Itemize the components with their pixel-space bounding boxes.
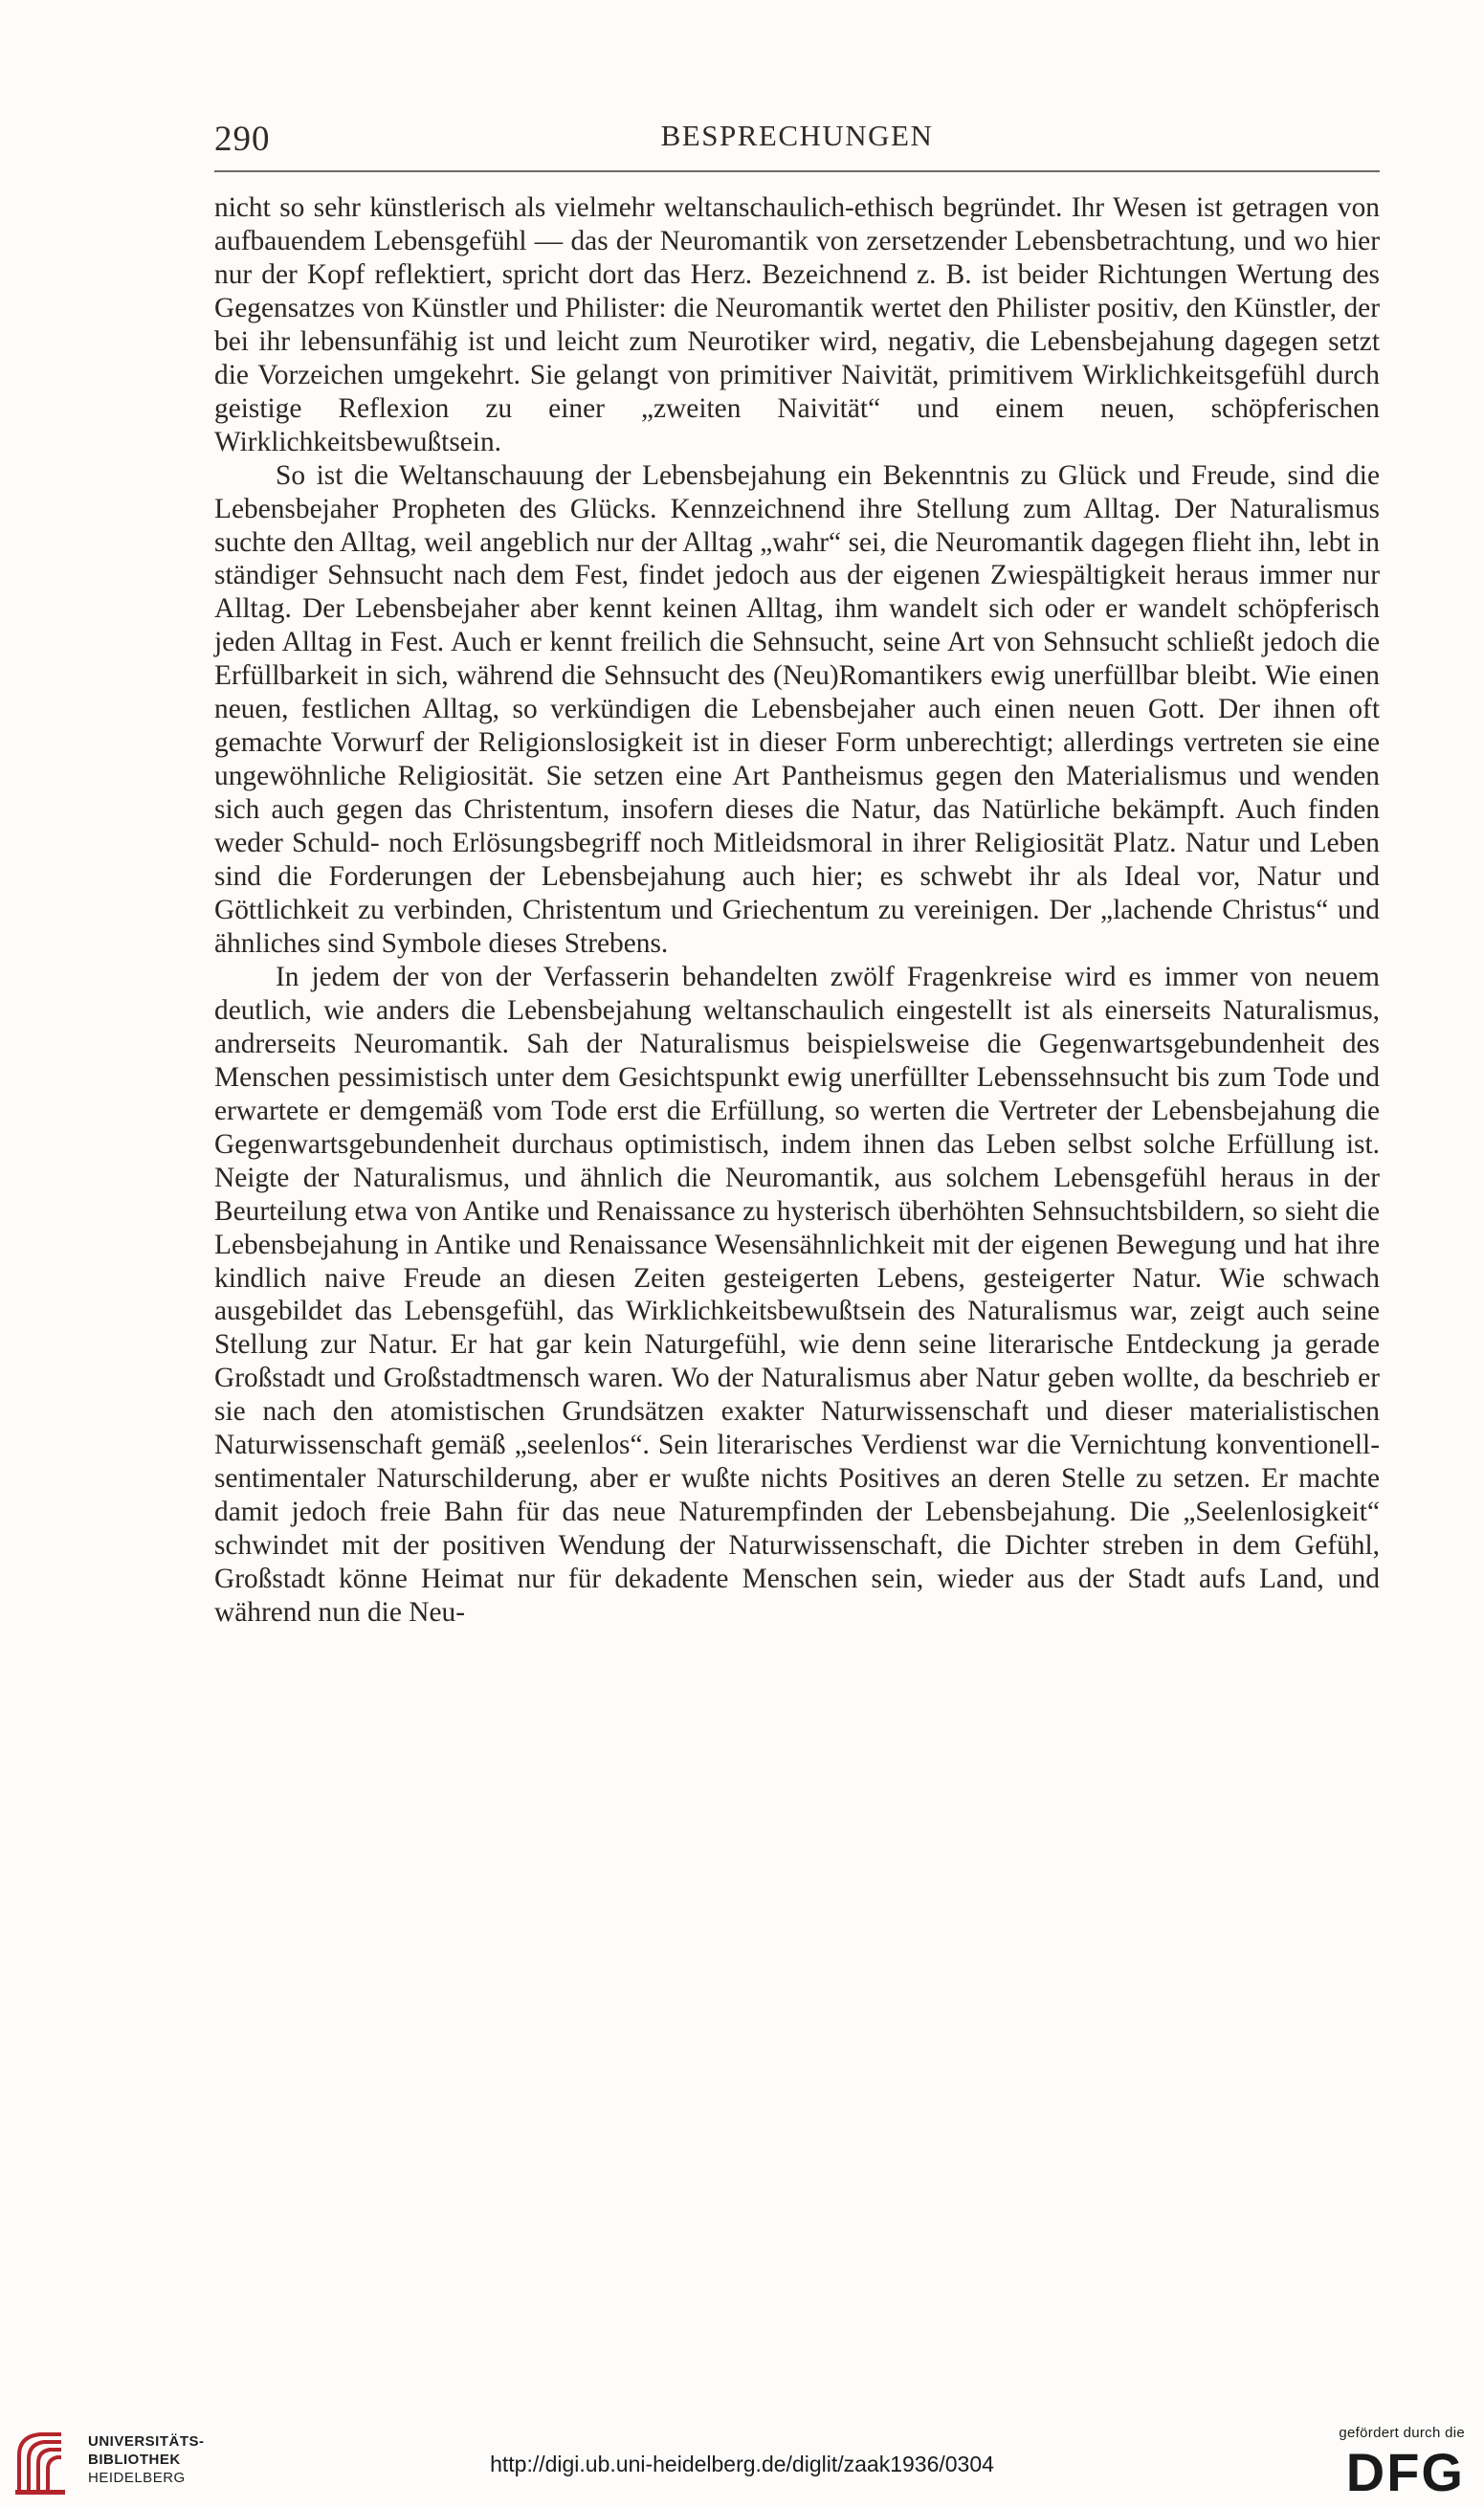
digitization-footer bbox=[0, 2411, 1484, 2508]
running-head: BESPRECHUNGEN bbox=[660, 119, 934, 152]
paragraph-2: So ist die Weltanschauung der Lebensbejahung ein Bekenntnis zu Glück und Freude, sind die Lebensbejaher Propheten des Glücks. Kennzeichnend ihre Stellung zum Alltag. Der Naturalismus suchte den Alltag, weil angeblich nur der Alltag „wahr“ sei, die Neuromantik dagegen flieht ihn, lebt in ständiger Sehnsucht nach dem Fest, findet jedoch aus der eigenen Zwiespältigkeit heraus immer nur Alltag. Der Lebensbejaher aber kennt keinen Alltag, ihm wandelt sich oder er wandelt schöpferisch jeden Alltag in Fest. Auch er kennt freilich die Sehnsucht, seine Art von Sehnsucht schließt jedoch die Erfüllbarkeit in sich, während die Sehnsucht des (Neu)Romantikers ewig unerfüllbar bleibt. Wie einen neuen, festlichen Alltag, so verkündigen die Lebensbejaher auch einen neuen Gott. Der ihnen oft gemachte Vorwurf der Religionslosigkeit ist in dieser Form unberechtigt; allerdings vertreten sie eine ungewöhnliche Religiosität. Sie setzen eine Art Pantheismus gegen den Materialismus und wenden sich auch gegen das Christentum, insofern dieses die Natur, das Natürliche bekämpft. Auch finden weder Schuld- noch Erlösungsbegriff noch Mitleidsmoral in ihrer Religiosität Platz. Natur und Leben sind die Forderungen der Lebensbejahung auch hier; es schwebt ihr als Ideal vor, Natur und Göttlichkeit zu verbinden, Christentum und Griechentum zu vereinigen. Der „lachende Christus“ und ähnliches sind Symbole dieses Strebens. bbox=[214, 459, 1380, 959]
library-name-line-1: UNIVERSITÄTS- bbox=[88, 2433, 205, 2450]
paragraph-1: nicht so sehr künstlerisch als vielmehr weltanschaulich-ethisch begründet. Ihr Wesen ist getragen von aufbauendem Lebensgefühl — das der Neuromantik von zersetzender Lebensbetrachtung, und wo hier nur der Kopf reflektiert, spricht dort das Herz. Bezeichnend z. B. ist beider Richtungen Wertung des Gegensatzes von Künstler und Philister: die Neuromantik wertet den Philister positiv, den Künstler, der bei ihr lebensunfähig ist und leicht zum Neurotiker wird, negativ, die Lebensbejahung dagegen setzt die Vorzeichen umgekehrt. Sie gelangt von primitiver Naivität, primitivem Wirklichkeitsgefühl durch geistige Reflexion zu einer „zweiten Naivität“ und einem neuen, schöpferischen Wirklichkeitsbewußtsein. bbox=[214, 192, 1380, 457]
library-name-line-3: HEIDELBERG bbox=[88, 2470, 186, 2486]
funding-note bbox=[1339, 2425, 1465, 2502]
article-body bbox=[214, 191, 1380, 1630]
page-header bbox=[214, 113, 1380, 170]
page-number: 290 bbox=[214, 120, 271, 159]
paragraph-3: In jedem der von der Verfasserin behandelten zwölf Fragenkreise wird es immer von neuem deutlich, wie anders die Lebensbejahung weltanschaulich eingestellt ist als einerseits Naturalismus, andrerseits Neuromantik. Sah der Naturalismus beispielsweise die Gegenwartsgebundenheit des Menschen pessimistisch unter dem Gesichtspunkt ewig unerfüllter Lebenssehnsucht bis zum Tode und erwartete er demgemäß vom Tode erst die Erfüllung, so werten die Vertreter der Lebensbejahung die Gegenwartsgebundenheit durchaus optimistisch, indem ihnen das Leben selbst solche Erfüllung ist. Neigte der Naturalismus, und ähnlich die Neuromantik, aus solchem Lebensgefühl heraus in der Beurteilung etwa von Antike und Renaissance zu hysterisch überhöhten Sehnsuchtsbildern, so sieht die Lebensbejahung in Antike und Renaissance Wesensähnlichkeit mit der eigenen Bewegung und hat ihre kindlich naive Freude an diesen Zeiten gesteigerten Lebens, gesteigerter Natur. Wie schwach ausgebildet das Lebensgefühl, das Wirklichkeitsbewußtsein des Naturalismus war, zeigt auch seine Stellung zur Natur. Er hat gar kein Naturgefühl, wie denn seine literarische Entdeckung ja gerade Großstadt und Großstadtmensch waren. Wo der Naturalismus aber Natur geben wollte, da beschrieb er sie nach den atomistischen Grundsätzen exakter Naturwissenschaft und dieser materialistischen Naturwissenschaft gemäß „seelenlos“. Sein literarisches Verdienst war die Vernichtung konventionell-sentimentaler Naturschilderung, aber er wußte nichts Positives an deren Stelle zu setzen. Er machte damit jedoch freie Bahn für das neue Naturempfinden der Lebensbejahung. Die „Seelenlosigkeit“ schwindet mit der positiven Wendung der Naturwissenschaft, die Dichter streben in dem Gefühl, Großstadt könne Heimat nur für dekadente Menschen sein, wieder aus der Stadt aufs Land, und während nun die Neu- bbox=[214, 961, 1380, 1629]
dfg-logo: DFG bbox=[1345, 2442, 1465, 2502]
permalink-url[interactable]: http://digi.ub.uni-heidelberg.de/diglit/zaak1936/0304 bbox=[490, 2452, 994, 2476]
funded-by-label: gefördert durch die bbox=[1339, 2425, 1465, 2441]
header-rule bbox=[214, 170, 1380, 172]
library-name-line-2: BIBLIOTHEK bbox=[88, 2452, 181, 2468]
